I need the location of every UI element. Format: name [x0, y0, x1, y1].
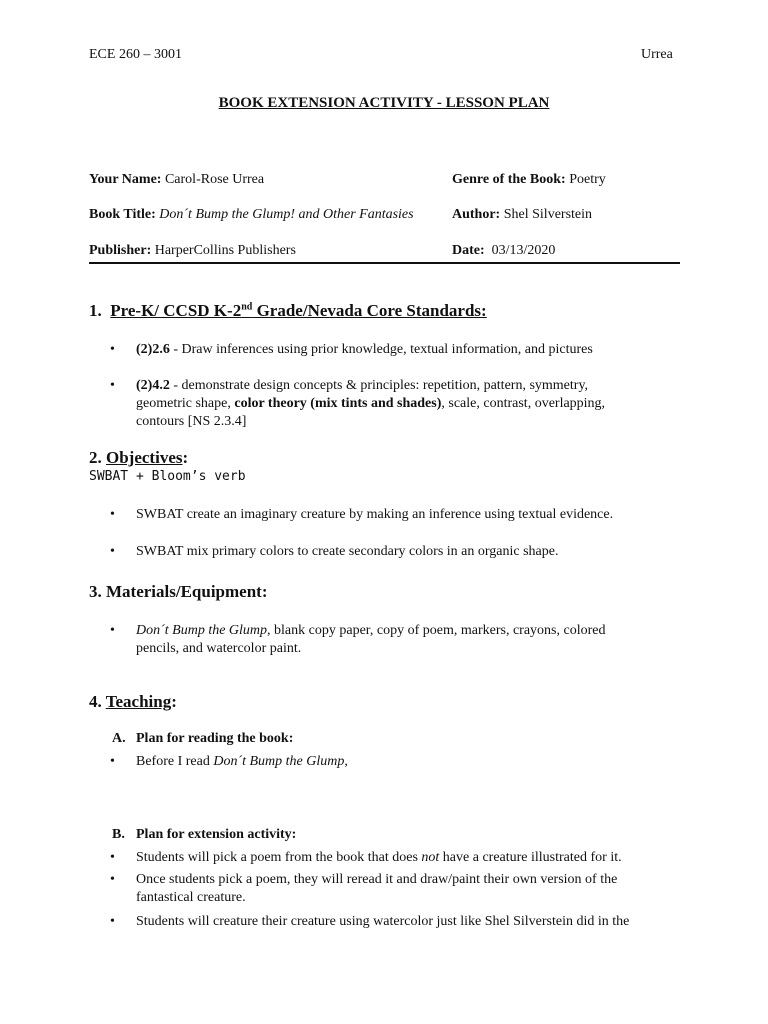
list-item: • Once students pick a poem, they will reread it and draw/paint their own version of the fantastical creature. — [110, 872, 618, 905]
subsection-b-title: Plan for extension activity: — [136, 827, 297, 842]
list-item: • Students will creature their creature using watercolor just like Shel Silverstein did in the — [110, 914, 630, 929]
subsection-b-label: B. — [112, 827, 125, 842]
author-row: Author: Shel Silverstein — [452, 207, 593, 222]
list-item: • Students will pick a poem from the book that does not have a creature illustrated for it. — [110, 850, 622, 865]
list-item: • SWBAT mix primary colors to create secondary colors in an organic shape. — [110, 544, 559, 559]
list-item: • SWBAT create an imaginary creature by making an inference using textual evidence. — [110, 507, 614, 522]
objectives-subtitle: SWBAT + Bloom’s verb — [89, 469, 246, 484]
course-code: ECE 260 – 3001 — [89, 47, 182, 62]
book-title-row: Book Title: Don´t Bump the Glump! and Other Fantasies — [89, 207, 414, 222]
genre-row: Genre of the Book: Poetry — [452, 172, 606, 187]
list-item: • (2)4.2 - demonstrate design concepts & principles: repetition, pattern, symmetry, geometric shape, color theory (mix tints and shades), scale, contrast, overlapping, contours [NS 2.3.4] — [110, 378, 606, 429]
section-1-heading: 1. Pre-K/ CCSD K-2nd Grade/Nevada Core Standards: — [89, 301, 487, 320]
subsection-a-label: A. — [112, 731, 126, 746]
list-item: • (2)2.6 - Draw inferences using prior knowledge, textual information, and pictures — [110, 342, 593, 357]
date-row: Date: 03/13/2020 — [452, 243, 556, 258]
divider — [89, 262, 680, 264]
list-item: • Before I read Don´t Bump the Glump, — [110, 754, 348, 769]
subsection-a-title: Plan for reading the book: — [136, 731, 294, 746]
header-author: Urrea — [641, 47, 673, 62]
list-item: • Don´t Bump the Glump, blank copy paper, copy of poem, markers, crayons, colored pencils, and watercolor paint. — [110, 623, 606, 656]
section-3-heading: 3. Materials/Equipment: — [89, 582, 268, 601]
page-title: BOOK EXTENSION ACTIVITY - LESSON PLAN — [218, 95, 550, 111]
name-row: Your Name: Carol-Rose Urrea — [89, 172, 265, 187]
section-2-heading: 2. Objectives: — [89, 448, 189, 467]
publisher-row: Publisher: HarperCollins Publishers — [89, 243, 296, 258]
section-4-heading: 4. Teaching: — [89, 692, 177, 711]
